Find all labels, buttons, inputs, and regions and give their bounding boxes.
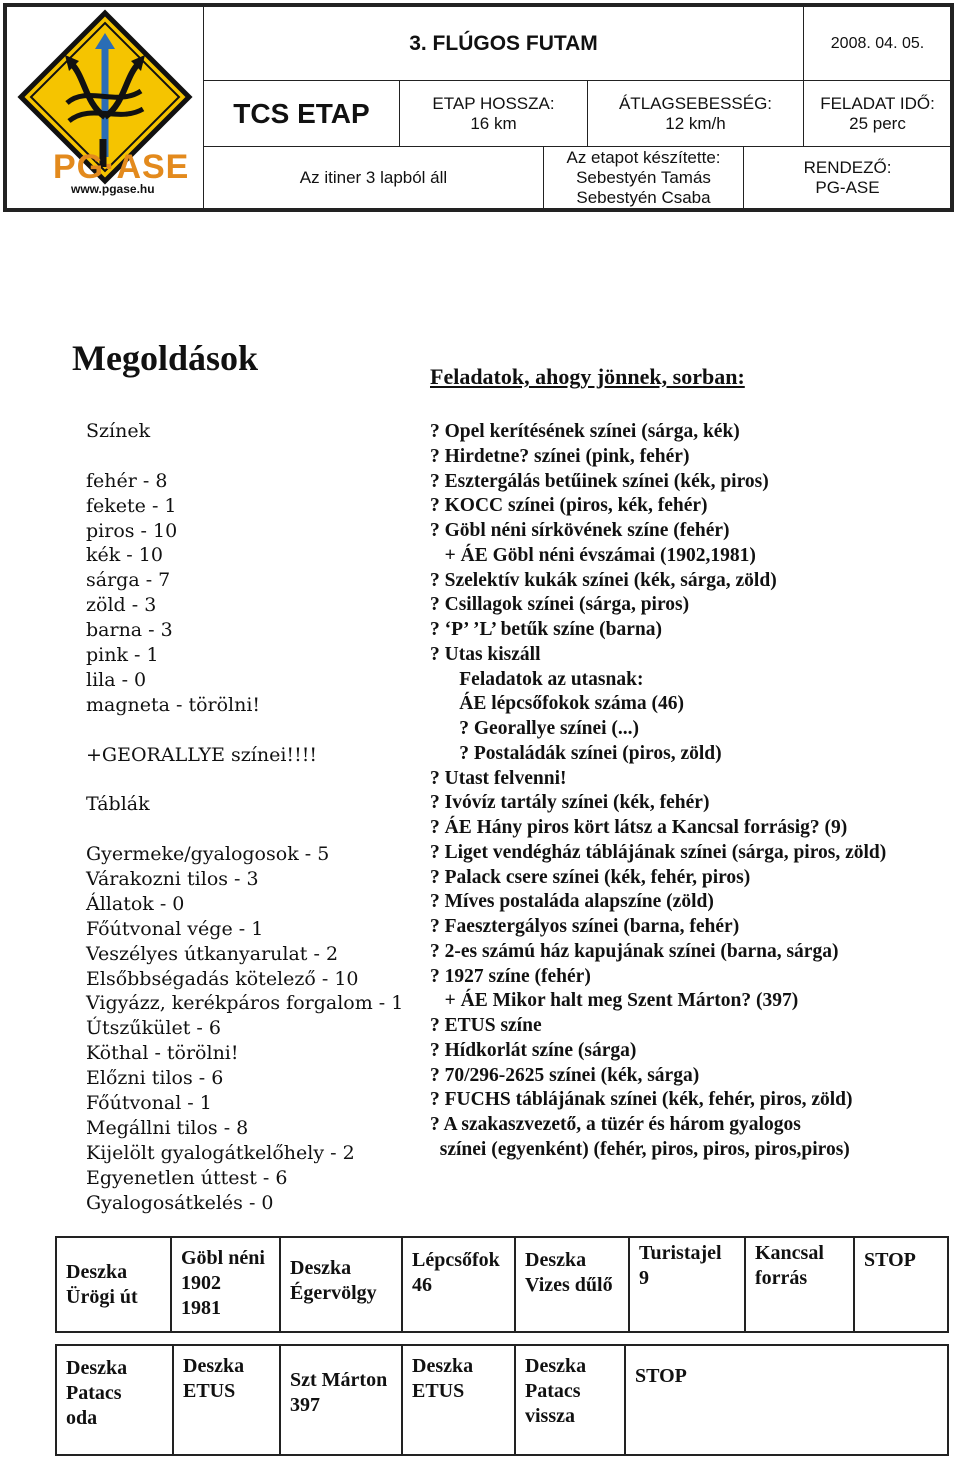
speed-value: 12 km/h: [665, 113, 726, 133]
route-cell: [403, 1346, 516, 1454]
author-name-2: Sebestyén Csaba: [576, 188, 711, 207]
route-cell: [57, 1346, 174, 1454]
route-cell: [630, 1238, 746, 1331]
solution-line: Vigyázz, kerékpáros forgalom - 1: [86, 992, 404, 1015]
solution-line: Főútvonal - 1: [86, 1092, 212, 1115]
route-cell-line: Patacs: [525, 1380, 581, 1402]
route-cell-line: oda: [66, 1407, 98, 1429]
route-cell: [626, 1346, 947, 1454]
route-cell-line: forrás: [755, 1267, 808, 1289]
route-cell: [516, 1238, 630, 1331]
tasks-heading: Feladatok, ahogy jönnek, sorban:: [430, 364, 745, 389]
route-cell: [281, 1238, 403, 1331]
solution-line: Egyenetlen úttest - 6: [86, 1166, 288, 1189]
task-line: + ÁE Göbl néni évszámai (1902,1981): [430, 544, 756, 566]
length-cell: [399, 81, 587, 147]
time-cell: [803, 81, 951, 147]
logo-text: PG·ASE: [53, 148, 190, 186]
task-line: ? Csillagok színei (sárga, piros): [430, 594, 690, 616]
task-line: ? 70/296-2625 színei (kék, sárga): [430, 1064, 700, 1086]
task-line: ÁE lépcsőfokok száma (46): [430, 693, 685, 715]
task-line: ? Göbl néni sírkövének színe (fehér): [430, 520, 730, 541]
task-line: ? Utast felvenni!: [430, 767, 567, 789]
organizer-value: PG-ASE: [815, 178, 880, 197]
task-line: ? FUCHS táblájának színei (kék, fehér, piros, zöld): [430, 1089, 853, 1111]
event-title: 3. FLÚGOS FUTAM: [409, 31, 598, 55]
event-title-cell: [203, 7, 803, 81]
task-line: ? Hídkorlát színe (sárga): [430, 1039, 637, 1061]
author-name-1: Sebestyén Tamás: [576, 168, 711, 187]
route-cell-line: Égervölgy: [290, 1282, 377, 1304]
solution-line: Megállni tilos - 8: [86, 1116, 249, 1139]
event-date: 2008. 04. 05.: [830, 34, 925, 52]
solution-line: [86, 718, 406, 743]
pg-ase-logo: [7, 7, 203, 209]
solution-line: kék - 10: [86, 544, 163, 567]
task-line: ? Ivóvíz tartály színei (kék, fehér): [430, 792, 710, 814]
task-line: ? Míves postaláda alapszíne (zöld): [430, 891, 714, 913]
route-table-2: [55, 1344, 949, 1456]
route-cell-line: Deszka: [525, 1355, 587, 1377]
speed-cell: [587, 81, 803, 147]
route-cell-line: Deszka: [66, 1261, 128, 1283]
route-cell-line: 1981: [181, 1297, 221, 1319]
itiner-cell: [203, 147, 543, 209]
route-cell-line: ETUS: [183, 1380, 236, 1402]
route-cell: [174, 1346, 281, 1454]
route-table-1: [55, 1236, 949, 1333]
page-title: Megoldások: [72, 338, 259, 378]
solution-line: [86, 817, 406, 842]
tasks-list: [430, 420, 950, 1163]
task-line: ? ETUS színe: [430, 1015, 542, 1036]
route-cell-line: 397: [290, 1394, 320, 1416]
solution-line: lila - 0: [86, 668, 147, 691]
solution-line: fekete - 1: [86, 494, 177, 517]
solution-line: Főútvonal vége - 1: [86, 917, 264, 940]
solution-line: sárga - 7: [86, 569, 171, 592]
route-cell-line: Deszka: [290, 1257, 352, 1279]
solutions-list: [86, 419, 406, 1216]
task-line: ? Liget vendégház táblájának színei (sárga, piros, zöld): [430, 841, 887, 863]
route-cell-line: ETUS: [412, 1380, 465, 1402]
organizer-label: RENDEZŐ:: [803, 158, 892, 177]
task-line: ? Georallye színei (...): [430, 718, 640, 739]
route-cell-line: STOP: [635, 1365, 687, 1387]
length-label: ETAP HOSSZA:: [432, 93, 555, 113]
route-cell: [172, 1238, 281, 1331]
task-line: ? ‘P’ ’L’ betűk színe (barna): [430, 619, 663, 640]
task-line: ? Faesztergályos színei (barna, fehér): [430, 916, 740, 937]
speed-label: ÁTLAGSEBESSÉG:: [618, 93, 773, 113]
length-value: 16 km: [470, 113, 517, 133]
task-line: ? Palack csere színei (kék, fehér, piros): [430, 866, 751, 888]
route-cell-line: vissza: [525, 1405, 575, 1427]
solution-line: Elsőbbségadás kötelező - 10: [86, 967, 359, 990]
solution-line: Várakozni tilos - 3: [86, 868, 259, 891]
task-line: + ÁE Mikor halt meg Szent Márton? (397): [430, 990, 799, 1012]
solution-line: Veszélyes útkanyarulat - 2: [86, 942, 339, 965]
route-cell-line: Göbl néni: [181, 1247, 265, 1269]
author-label: Az etapot készítette:: [566, 148, 721, 167]
solution-line: Köthal - törölni!: [86, 1042, 239, 1065]
route-cell-line: Vizes dűlő: [525, 1274, 613, 1296]
solution-line: zöld - 3: [86, 594, 157, 617]
task-line: ? Utas kiszáll: [430, 643, 541, 665]
solution-line: Táblák: [86, 793, 150, 816]
date-cell: [803, 7, 951, 81]
solution-line: [86, 444, 406, 469]
route-cell-line: Kancsal: [755, 1242, 824, 1264]
route-cell-line: STOP: [864, 1249, 916, 1271]
etap-cell: [203, 81, 399, 147]
itiner-note: Az itiner 3 lapból áll: [299, 168, 448, 187]
route-cell-line: Szt Márton: [290, 1369, 388, 1391]
route-cell-line: Ürögi út: [66, 1286, 138, 1308]
solution-line: [86, 767, 406, 792]
route-cell-line: Deszka: [183, 1355, 245, 1377]
route-cell-line: Deszka: [66, 1357, 128, 1379]
solution-line: Színek: [86, 420, 151, 442]
solution-line: Útszűkület - 6: [86, 1017, 221, 1040]
route-cell-line: 1902: [181, 1272, 221, 1294]
task-line: ? A szakaszvezető, a tüzér és három gyalogos: [430, 1114, 801, 1135]
route-cell: [746, 1238, 855, 1331]
logo-url: www.pgase.hu: [71, 182, 155, 196]
solution-line: Gyermeke/gyalogosok - 5: [86, 843, 330, 866]
route-cell-line: Patacs: [66, 1382, 122, 1404]
organizer-cell: [743, 147, 951, 209]
task-line: ? 2-es számú ház kapujának színei (barna, sárga): [430, 940, 839, 962]
task-line: ? ÁE Hány piros kört látsz a Kancsal forrásig? (9): [430, 817, 848, 838]
route-cell: [516, 1346, 626, 1454]
solution-line: magneta - törölni!: [86, 693, 261, 716]
solution-line: piros - 10: [86, 519, 178, 542]
solution-line: +GEORALLYE színei!!!!: [86, 743, 317, 766]
solution-line: Kijelölt gyalogátkelőhely - 2: [86, 1141, 355, 1164]
time-label: FELADAT IDŐ:: [820, 93, 935, 113]
route-cell: [403, 1238, 516, 1331]
header-box: [3, 3, 954, 212]
task-line: színei (egyenként) (fehér, piros, piros, piros,piros): [430, 1138, 850, 1160]
task-line: ? Esztergálás betűinek színei (kék, piros): [430, 470, 769, 492]
route-cell-line: Deszka: [525, 1249, 587, 1271]
route-cell-line: 9: [639, 1267, 649, 1289]
solution-line: barna - 3: [86, 619, 173, 642]
task-line: ? Szelektív kukák színei (kék, sárga, zöld): [430, 569, 777, 591]
task-line: Feladatok az utasnak:: [430, 668, 644, 690]
solution-line: Gyalogosátkelés - 0: [86, 1191, 274, 1214]
route-cell: [57, 1238, 172, 1331]
author-cell: [543, 147, 743, 209]
task-line: ? Hirdetne? színei (pink, fehér): [430, 445, 690, 467]
etap-name: TCS ETAP: [233, 97, 370, 129]
task-line: ? KOCC színei (piros, kék, fehér): [430, 495, 708, 517]
solution-line: Állatok - 0: [86, 892, 185, 915]
route-cell-line: 46: [412, 1274, 432, 1296]
route-cell-line: Turistajel: [639, 1242, 722, 1264]
route-cell-line: Lépcsőfok: [412, 1249, 500, 1271]
solution-line: pink - 1: [86, 644, 159, 667]
solution-line: fehér - 8: [86, 469, 168, 492]
task-line: ? Postaládák színei (piros, zöld): [430, 742, 722, 764]
time-value: 25 perc: [849, 113, 906, 133]
task-line: ? 1927 színe (fehér): [430, 965, 591, 987]
solution-line: Előzni tilos - 6: [86, 1067, 224, 1090]
route-cell: [855, 1238, 947, 1331]
task-line: ? Opel kerítésének színei (sárga, kék): [430, 421, 740, 442]
route-cell-line: Deszka: [412, 1355, 474, 1377]
route-cell: [281, 1346, 403, 1454]
